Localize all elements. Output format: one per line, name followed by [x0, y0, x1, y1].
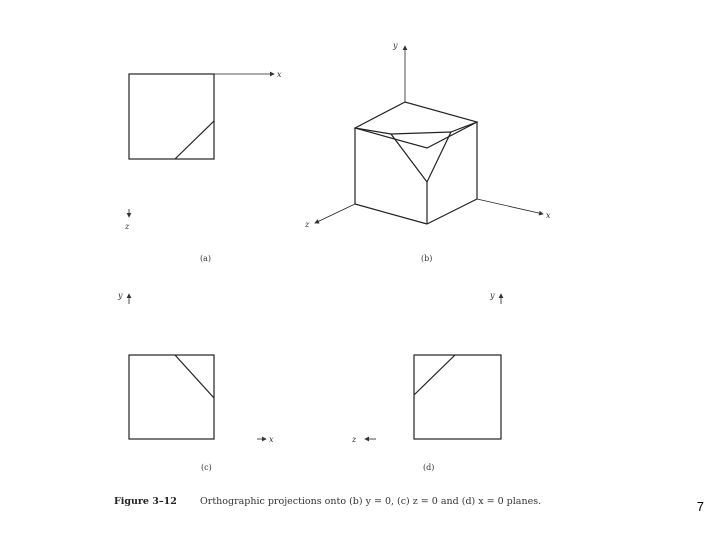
panel-a-x-label: x [277, 70, 282, 79]
panel-a-z-label: z [125, 222, 130, 231]
panel-c-label: (c) [201, 463, 212, 472]
cube-bottom-right [427, 199, 477, 224]
cube-cut-face [391, 132, 451, 182]
panel-b [315, 46, 543, 224]
panel-b-y-label: y [393, 41, 398, 50]
panel-a-label: (a) [200, 254, 212, 263]
panel-c [129, 294, 266, 439]
panel-d-y-label: y [490, 291, 495, 300]
figure-number: Figure 3–12 [114, 496, 177, 507]
panel-d-square [414, 355, 501, 439]
panel-b-x-axis [477, 199, 543, 214]
cube-bottom-left [355, 204, 427, 224]
cube-top-face [355, 102, 477, 148]
panel-a-square [129, 74, 214, 159]
panel-d-corner-cut [414, 355, 455, 395]
panel-b-z-label: z [305, 220, 310, 229]
panel-c-x-label: x [269, 435, 274, 444]
panel-c-y-label: y [118, 291, 123, 300]
panel-a-corner-cut [175, 121, 214, 159]
page-number: 7 [696, 499, 704, 514]
figure-caption: Orthographic projections onto (b) y = 0, (c) z = 0 and (d) x = 0 planes. [200, 496, 542, 507]
cube-cut-edge-back-right [451, 122, 477, 132]
panel-a [129, 74, 274, 217]
panel-b-x-label: x [546, 211, 551, 220]
panel-b-z-axis [315, 204, 355, 223]
panel-c-corner-cut [175, 355, 214, 398]
panel-c-square [129, 355, 214, 439]
panel-d-label: (d) [423, 463, 435, 472]
panel-d [365, 294, 501, 439]
panel-d-z-label: z [352, 435, 357, 444]
panel-b-label: (b) [421, 254, 433, 263]
